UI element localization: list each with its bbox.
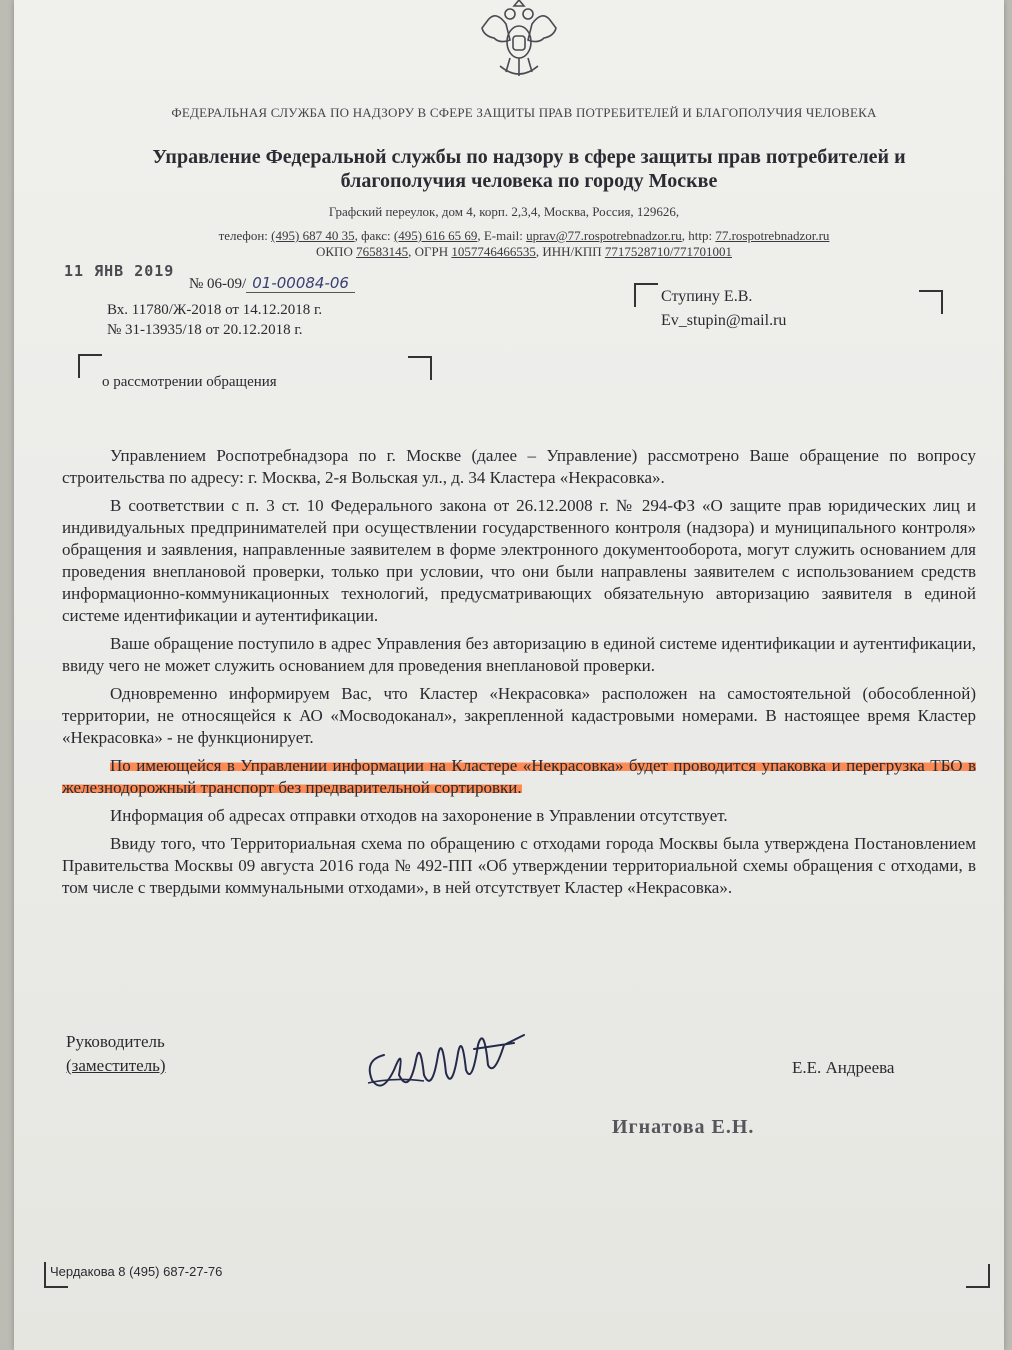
executor-contact: Чердакова 8 (495) 687-27-76 <box>50 1264 223 1279</box>
okpo-value: 76583145 <box>356 244 409 259</box>
subject-bracket-right <box>408 356 432 380</box>
fax-label: , факс: <box>354 228 391 243</box>
recipient-block <box>661 285 786 333</box>
agency-name: ФЕДЕРАЛЬНАЯ СЛУЖБА ПО НАДЗОРУ В СФЕРЕ ЗАЩИТЫ ПРАВ ПОТРЕБИТЕЛЕЙ И БЛАГОПОЛУЧИЯ ЧЕЛОВЕКА <box>171 105 877 120</box>
incoming-references <box>107 300 322 340</box>
recipient-bracket-right <box>919 290 943 314</box>
recipient-bracket-left <box>634 283 658 307</box>
body-paragraph-3: Ваше обращение поступило в адрес Управления без авторизацию в единой системе идентификации и аутентификации, ввиду чего не может служить основанием для проведения внеплановой проверки. <box>62 634 976 675</box>
recipient-email: Ev_stupin@mail.ru <box>661 312 787 329</box>
department-name: Управление Федеральной службы по надзору в сфере защиты прав потребителей и благополучия человека по городу Москве <box>152 146 906 192</box>
executor-stamp: Игнатова Е.Н. <box>612 1116 755 1138</box>
phone-value: (495) 687 40 35 <box>271 228 355 243</box>
body-paragraph-2: В соответствии с п. 3 ст. 10 Федерального закона от 26.12.2008 г. № 294-ФЗ «О защите прав юридических лиц и индивидуальных предпринимателей при осуществлении государственного контроля (надзора) и муниципального контроля» обращения и заявления, направленные заявителем в форме электронного документооборота, могут служить основанием для проведения внеплановой проверки, только при условии, что они были направлены заявителем с использованием средств информационно-коммуникационных технологий, предусматривающих обязательную авторизацию заявителя в единой системе идентификации и аутентификации. <box>62 496 976 625</box>
letter-body <box>62 445 976 905</box>
document-sheet <box>14 0 1004 1350</box>
incoming-ref-1: Вх. 11780/Ж-2018 от 14.12.2018 г. <box>107 302 323 318</box>
phone-label: телефон: <box>218 228 268 243</box>
signatory-role-2: (заместитель) <box>66 1056 166 1075</box>
signatory-role <box>66 1030 166 1078</box>
signatory-role-1: Руководитель <box>66 1032 165 1051</box>
email-label: , E-mail: <box>477 228 523 243</box>
highlight-marker: По имеющейся в Управлении информации на Кластере «Некрасовка» будет проводится упаковка и перегрузка ТБО в железнодорожный транспорт без предварительной сортировки. <box>62 756 976 797</box>
handwritten-signature <box>354 1015 544 1100</box>
incoming-ref-2: № 31-13935/18 от 20.12.2018 г. <box>107 322 303 338</box>
body-paragraph-1: Управлением Роспотребнадзора по г. Москве (далее – Управление) рассмотрено Ваше обращение по вопросу строительства по адресу: г. Москва, 2-я Вольская ул., д. 34 Кластера «Некрасовка». <box>62 446 976 487</box>
http-label: , http: <box>681 228 713 243</box>
website-link[interactable]: 77.rospotrebnadzor.ru <box>715 228 830 243</box>
body-paragraph-5-highlighted <box>62 755 976 799</box>
body-paragraph-7: Ввиду того, что Территориальная схема по обращению с отходами города Москвы была утверждена Постановлением Правительства Москвы 09 августа 2016 года № 492-ПП «Об утверждении территориальной схемы обращения с отходами, в том числе с твердыми коммунальными отходами», в ней отсутствует Кластер «Некрасовка». <box>62 834 976 897</box>
body-paragraph-4: Одновременно информируем Вас, что Кластер «Некрасовка» расположен на самостоятельной (обособленной) территории, не относящейся к АО «Мосводоканал», закрепленной кадастровыми номерами. В настоящее время Кластер «Некрасовка» - не функционирует. <box>62 684 976 747</box>
inn-label: , ИНН/КПП <box>535 244 602 259</box>
footer-bracket-right <box>966 1264 990 1288</box>
contact-details <box>164 228 884 260</box>
date-stamp: 11 ЯНВ 2019 <box>64 262 175 280</box>
subject-bracket-left <box>78 354 102 378</box>
recipient-name: Ступину Е.В. <box>661 288 753 305</box>
outgoing-number-handwritten: 01-00084-06 <box>246 274 355 293</box>
email-link[interactable]: uprav@77.rospotrebnadzor.ru <box>526 228 682 243</box>
inn-value: 7717528710/771701001 <box>604 244 732 259</box>
department-address: Графский переулок, дом 4, корп. 2,3,4, Москва, Россия, 129626, <box>328 204 680 219</box>
ogrn-value: 1057746466535 <box>451 244 536 259</box>
body-paragraph-6: Информация об адресах отправки отходов на захоронение в Управлении отсутствует. <box>110 806 728 825</box>
outgoing-number <box>189 274 355 293</box>
ogrn-label: , ОГРН <box>408 244 449 259</box>
outgoing-number-prefix: № 06-09/ <box>189 276 247 292</box>
subject-line: о рассмотрении обращения <box>102 374 277 390</box>
signatory-name: Е.Е. Андреева <box>792 1058 895 1077</box>
okpo-label: ОКПО <box>316 244 353 259</box>
coat-of-arms-emblem-icon <box>470 0 568 84</box>
fax-value: (495) 616 65 69 <box>393 228 478 243</box>
